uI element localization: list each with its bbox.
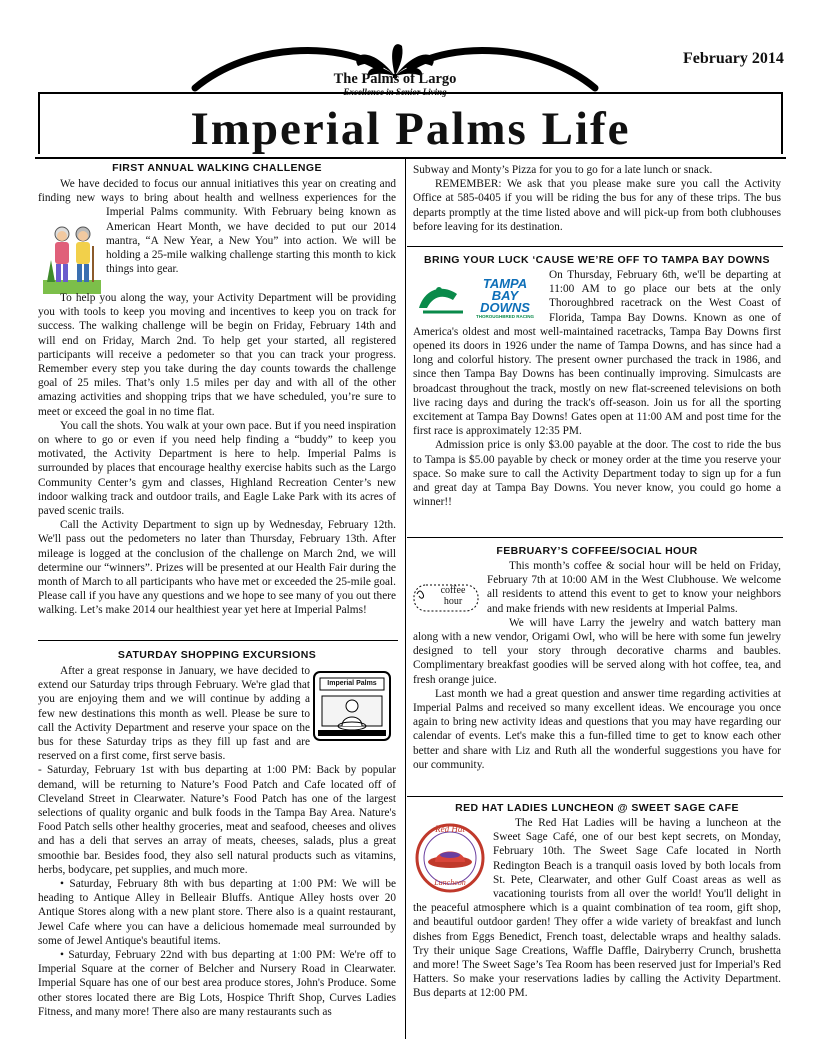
coffee-paragraph: This month’s coffee & social hour will be held on Friday, February 7th at 10:00 AM in the West Clubhouse. We welcome all residents to attend this event to get to know your neighbors and make friends with new residents at Imperial Palms.	[413, 559, 781, 616]
coffee-clipart-line: hour	[443, 596, 463, 607]
wrap-spacer	[413, 816, 493, 888]
walking-paragraph: Call the Activity Department to sign up by Wednesday, February 12th. We'll pass out the pedometers no later than Thursday, February 13th. After mileage is logged at the conclusion of the challenge on March 2nd, we will determine our “winners”. Prizes will be presented at our Health Fair during the month of March to all participants who have met or exceeded the 25-mile goal. Please call if you have any questions and we hope to see many of you out there walking. Let’s make 2014 our healthiest year yet here at Imperial Palms!	[38, 519, 396, 617]
walking-article	[38, 177, 396, 291]
shopping-continued	[413, 163, 781, 234]
section-rule	[407, 796, 783, 797]
coffee-paragraph: We will have Larry the jewelry and watch battery man along with a new vendor, Origami Owl, who will be here with some fun jewelry designed to tell your story through decorative charms and baubles. Complimentary breakfast goodies will be served along with hot coffee, tea, and fresh orange juice.	[413, 616, 781, 686]
walking-heading: FIRST ANNUAL WALKING CHALLENGE	[112, 162, 322, 174]
tampa-paragraph: On Thursday, February 6th, we'll be departing at 11:00 AM to go place our bets at the only Thoroughbred racetrack on the West Coast of Florida, Tampa Bay Downs. Known as one of America's oldest and most well-maintained racetracks, Tampa Bay Downs first opened its doors in 1926 under the name of Tampa Downs, and has since had a long and colorful history. The present owner purchased the track in 1986, and since then Tampa Bay Downs has been continually improving. Simulcasts are broadcast throughout the track, mostly on new flat-screened televisions on both live racing days and during the track's off-season. Join us for all the sporting excitement at Tampa Bay Downs! Gates open at 11:00 AM and post time for the first race is approximately 12:35 PM.	[413, 269, 781, 438]
coffee-paragraph: Last month we had a great question and answer time regarding activities at Imperial Palms and received so many excellent ideas. We encourage you once again to bring new activity ideas and questions that you may have regarding our calendar of events. Let's make this a fun-filled time to get to know each other better and share with Liz and Ruth all the wonderful suggestions you have for our community.	[413, 687, 781, 771]
shopping-paragraph: REMEMBER: We ask that you please make sure you call the Activity Office at 585-0405 if you will be riding the bus for any of these trips. The bus departs promptly at the time listed above and will pick-up from both clubhouses before leaving for its destination.	[413, 178, 781, 233]
wrap-spacer	[310, 664, 396, 744]
walking-article-cont	[38, 291, 396, 618]
shopping-paragraph: • Saturday, February 22nd with bus departing at 1:00 PM: We're off to Imperial Square at the corner of Belcher and Nursery Road in Clearwater. Imperial Square has one of our best area produce stores, John's Produce. Some other stores located there are Big Lots, Hospice Thrift Shop, Curves Ladies Fitness, and many more! There also are many restaurants such as	[38, 949, 396, 1018]
section-rule	[407, 246, 783, 247]
org-name: The Palms of Largo	[333, 71, 457, 87]
wrap-spacer	[38, 219, 106, 291]
bus-sign-text: Imperial Palms	[327, 680, 377, 687]
column-divider	[405, 159, 406, 1039]
org-tagline: Excellence in Senior Living	[343, 87, 447, 97]
masthead-rule	[35, 157, 786, 159]
redhat-paragraph: The Red Hat Ladies will be having a luncheon at the Sweet Sage Café, one of our best kept secrets, on Monday, February 10th. The Sweet Sage Cafe located in North Redington Beach is a tranquil oasis loved by both locals from St. Pete, Clearwater, and other Gulf Coast areas as well as vacationing tourists from all over the world! You'll delight in the peaceful atmosphere which is a quaint combination of tea room, gift shop, and beautiful outdoor garden! They offer a wide variety of breakfast and lunch dishes from Eggs Benedict, French toast, delectable wraps and healthy salads. Try their unique Sage Creations, Waffle Daffle, Dairyberry Crunch, brushetta and more! The Sweet Sage’s Tea Room has been reserved just for Imperial's Red Hatters. So make your reservations ladies by calling the Activity Department. Bus departs at 12:00 PM.	[413, 817, 781, 1000]
newsletter-title: Imperial Palms Life	[190, 103, 631, 155]
walking-paragraph: You call the shots. You walk at your own pace. But if you need inspiration on where to go or even if you need help finding a “buddy” to keep you motivated, the Activity Department is here to help. Imperial Palms is surrounded by places that encourage healthy exercise habits such as the Largo Community Center’s gym and classes, Highland Recreation Center’s new indoor walking track and outdoor trails, and Eagle Lake Park with its acres of paved scenic trails.	[38, 419, 396, 518]
tampa-logo-line: TAMPA	[482, 276, 528, 291]
red-hat-logo-bottom: Luncheon	[434, 878, 466, 887]
wrap-spacer	[413, 573, 487, 629]
coffee-heading: FEBRUARY’S COFFEE/SOCIAL HOUR	[496, 545, 698, 557]
coffee-article	[413, 559, 781, 772]
shopping-heading: SATURDAY SHOPPING EXCURSIONS	[117, 649, 317, 661]
shopping-paragraph: Subway and Monty’s Pizza for you to go for a late lunch or snack.	[413, 164, 713, 176]
shopping-article	[38, 664, 396, 1019]
shopping-paragraph: - Saturday, February 1st with bus departing at 1:00 PM: Back by popular demand, will be returning to Nature’s Food Patch and Cafe located off of Cleveland Street in Clearwater. Nature’s Food Patch has one of the largest selections of quality organic and bulk foods in the Tampa Bay Area. Nature's Food Patch sells other healthy groceries, meat and seafood, cheeses and olives and has a deli that serves an array of meats, cheeses, salads, plus a great smoothie bar. Besides food, they also sell natural products such as vitamins, herbs, bodycare, pet supplies, and much more.	[38, 764, 396, 876]
coffee-clipart-line: coffee	[440, 585, 466, 596]
tampa-logo-line: DOWNS	[480, 300, 530, 315]
wrap-spacer	[413, 268, 549, 324]
walking-paragraph: We have decided to focus our annual initiatives this year on creating and finding new ways to bring about health and wellness experiences for the Imperial Palms community. With February being known as American Heart Month, we have decided to put our 2014 mantra, “A New Year, a New You” into action. We will be holding a 25-mile walking challenge starting this month to kick things into gear.	[38, 177, 396, 276]
tampa-paragraph: Admission price is only $3.00 payable at the door. The cost to ride the bus to Tampa is $5.00 payable by check or money order at the time you reserve your space. So make sure to call the Activity Department today to sign up for a fun and great day at Tampa Bay Downs. You never know, you could go home a winner!!	[413, 439, 781, 509]
shopping-paragraph: After a great response in January, we have decided to extend our Saturday trips through February. We're glad that you are enjoying them and we will continue by adding a few new destinations this month as well. Please be sure to call the Activity Department and reserve your space on the bus for these Saturday trips as they fill up fast and are reserved on a first come, first serve basis.	[38, 664, 396, 763]
issue-date: February 2014	[683, 50, 784, 67]
redhat-heading: RED HAT LADIES LUNCHEON @ SWEET SAGE CAFE	[455, 802, 739, 814]
red-hat-logo-top: Red Hat	[435, 824, 465, 834]
section-rule	[407, 537, 783, 538]
tampa-logo-line: BAY	[491, 288, 519, 303]
shopping-paragraph: • Saturday, February 8th with bus departing at 1:00 PM: We will be heading to Antique Alley in Belleair Bluffs. Antique Alley hosts over 20 Antique Stores along with a new plant store. There also is a quaint restaurant, Jewel Cafe where you can have a delicious homemade meal surrounded by some of Jewel Antique's beautiful items.	[38, 878, 396, 947]
redhat-article	[413, 816, 781, 1001]
section-rule	[38, 640, 398, 641]
tampa-heading: BRING YOUR LUCK ‘CAUSE WE’RE OFF TO TAMPA BAY DOWNS	[424, 254, 770, 266]
walking-paragraph: To help you along the way, your Activity Department will be providing you with tools to keep you moving and incentives to keep you on track for success. The walking challenge will be begin on Friday, February 14th and will end on Friday, March 2nd. To help get your started, all registered participants will receive a pedometer so that you can track your progress. Remember every step you take during the day counts towards the challenge goal of 25 miles. That’s only 1.5 miles per day and with all of the other amazing activities and shopping trips that we have scheduled, you’re sure to meet or exceed the goal in no time flat.	[38, 292, 396, 418]
tampa-logo-subtitle: THOROUGHBRED RACING	[476, 314, 534, 319]
tampa-article	[413, 268, 781, 509]
